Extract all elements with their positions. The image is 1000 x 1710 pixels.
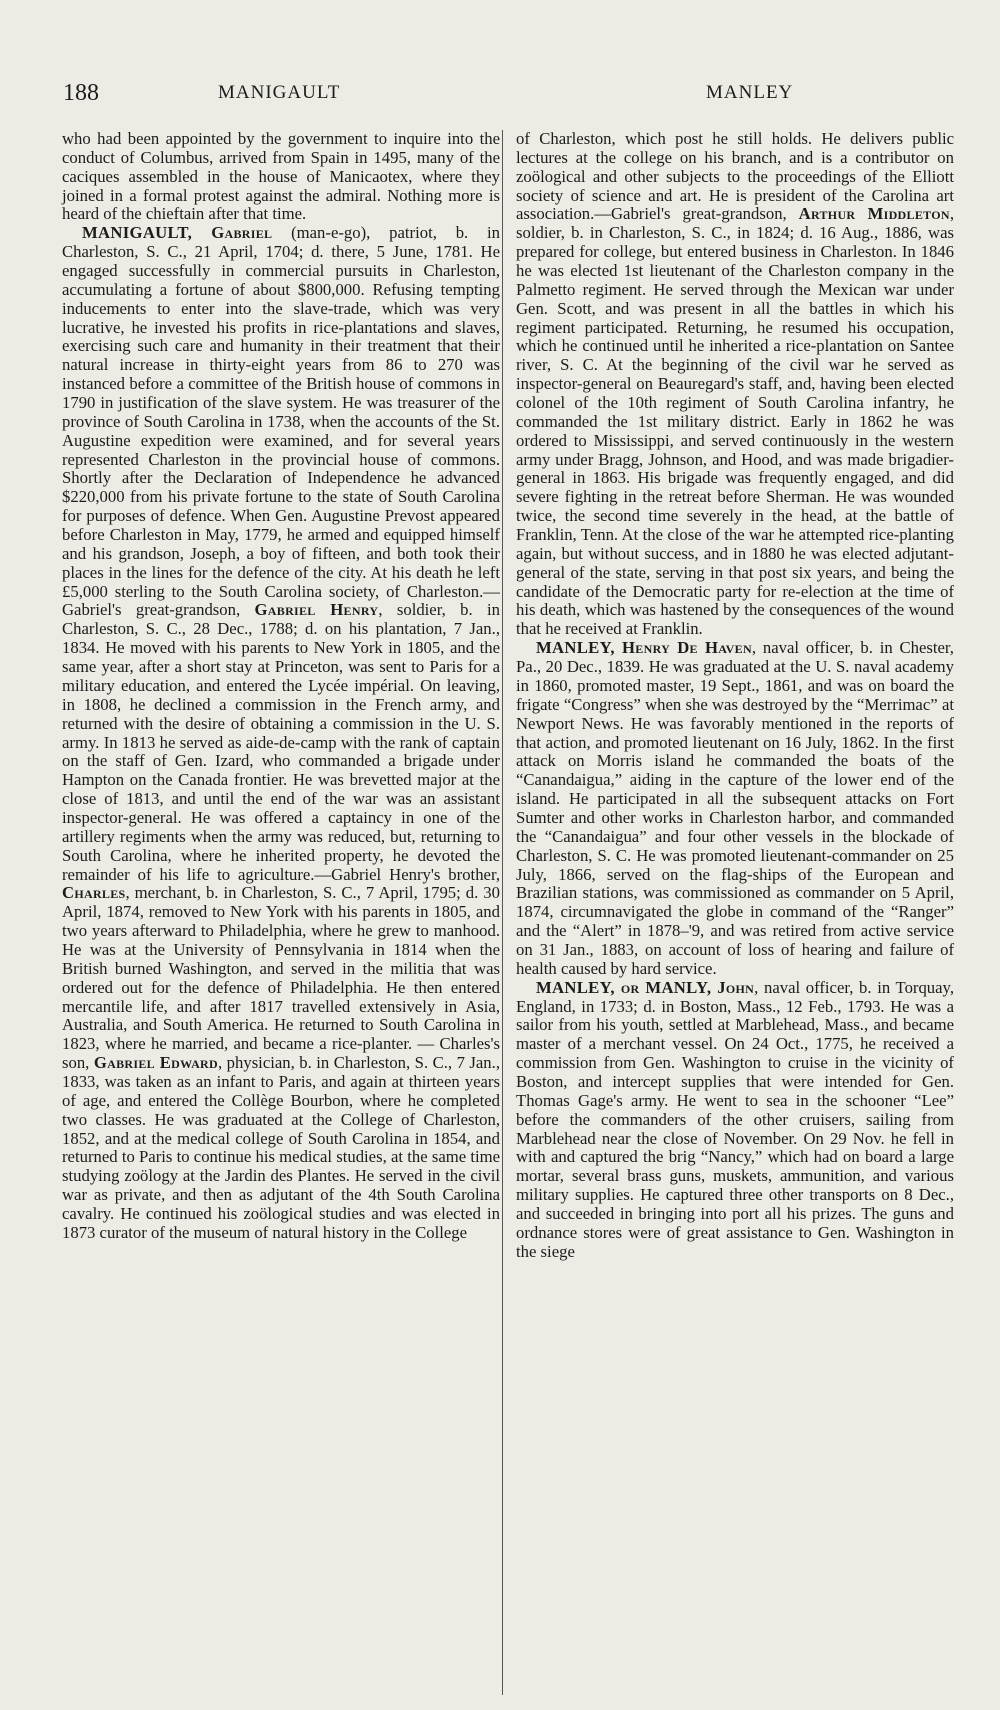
right-column [516, 130, 954, 1262]
entry-text: (man-e-go), patriot, b. in Charleston, S. C., 21 April, 1704; d. there, 5 June, 1781. He engaged successfully in commercial pursuits in Charleston, accumulating a fortune of about $800,000. Refusing tempting inducements to enter into the slave-trade, which was very lucrative, he invested his profits in rice-plantations and slaves, exercising such care and humanity in their treatment that their natural increase in thirty-eight years from 86 to 270 was instanced before a committee of the British house of commons in 1790 in justification of the slave system. He was treasurer of the province of South Carolina in 1738, when the accounts of the St. Augustine expedition were examined, and for several years represented Charleston in the provincial house of commons. Shortly after the Declaration of Independence he advanced $220,000 from his private fortune to the state of South Carolina for purposes of defence. When Gen. Augustine Prevost appeared before Charleston in May, 1779, he armed and equipped himself and his grandson, Joseph, a boy of fifteen, and both took their places in the lines for the defence of the city. At his death he left £5,000 sterling to the South Carolina society, of Charleston.— Gabriel's great-grandson, [62, 223, 500, 620]
entry-manley-john [516, 979, 954, 1262]
column-divider [502, 130, 503, 1695]
sub-entry-text: , soldier, b. in Charleston, S. C., in 1824; d. 16 Aug., 1886, was prepared for college, but entered business in Charleston. In 1846 he was elected 1st lieutenant of the Charleston company in the Palmetto regiment. He served through the Mexican war under Gen. Scott, and was present in all the battles in which his regiment participated. Returning, he resumed his occupation, which he continued until he inherited a rice-plantation on Santee river, S. C. At the beginning of the civil war he served as inspector-general on Beauregard's staff, and, having been elected colonel of the 10th regiment of South Carolina infantry, he commanded the 1st military district. Early in 1862 he was ordered to Mississippi, and served continuously in the western army under Bragg, Johnson, and Hood, and was made brigadier-general in 1863. His brigade was frequently engaged, and did severe fighting in the retreat before Sherman. He was wounded twice, the second time severely in the head, at the battle of Franklin, Tenn. At the close of the war he attempted rice-planting again, but without success, and in 1880 he was elected adjutant-general of the state, serving in that post six years, and being the candidate of the Democratic party for re-election at the time of his death, which was hastened by the consequences of the wound that he received at Franklin. [516, 204, 954, 639]
continued-paragraph: who had been appointed by the government to inquire into the conduct of Columbus, arrived from Spain in 1495, many of the caciques assembled in the house of Manicaotex, where they joined in a formal protest against the admiral. Nothing more is heard of the chieftain after that time. [62, 129, 500, 224]
sub-entry-text: , soldier, b. in Charleston, S. C., 28 Dec., 1788; d. on his plantation, 7 Jan., 1834. He moved with his parents to New York in 1805, and the same year, after a short stay at Princeton, was sent to Paris for a military education, and entered the Lycée impérial. On leaving, in 1808, he declined a commission in the French army, and returned with the desire of obtaining a commission in the U. S. army. In 1813 he served as aide-de-camp with the rank of captain on the staff of Gen. Izard, who commanded a brigade under Hampton on the Canada frontier. He was brevetted major at the close of 1813, and until the end of the war was an assistant inspector-general. He was offered a captaincy in one of the artillery regiments when the army was reduced, but, returning to South Carolina, where he inherited property, he devoted the remainder of his life to agriculture.—Gabriel Henry's brother, [62, 600, 500, 884]
sub-entry-headword: Gabriel Edward [93, 1053, 218, 1073]
left-column [62, 130, 500, 1243]
entry-text: of Charleston, which post he still holds. He delivers public lectures at the college on his branch, and is a contributor on zoölogical and other subjects to the proceedings of the Elliott society of science and art. He is president of the Carolina art association.—Gabriel's great-grandson, [516, 129, 954, 224]
sub-entry-text: , physician, b. in Charleston, S. C., 7 Jan., 1833, was taken as an infant to Paris, and again at thirteen years of age, and entered the Collège Bourbon, where he completed two classes. He was graduated at the College of Charleston, 1852, and at the medical college of South Carolina in 1854, and returned to Paris to continue his medical studies, at the same time studying zoölogy at the Jardin des Plantes. He served in the civil war as private, and then as adjutant of the 4th South Carolina cavalry. He continued his zoölogical studies and was elected in 1873 curator of the museum of natural history in the College [62, 1053, 500, 1242]
entry-manley-henry [516, 639, 954, 978]
sub-entry-headword: Gabriel Henry [254, 600, 379, 620]
page-header [0, 80, 1000, 110]
entry-headword: MANLEY, Henry De Haven [536, 638, 752, 658]
entry-manigault-gabriel [62, 224, 500, 1242]
entry-headword: MANLEY, or MANLY, John [536, 977, 755, 997]
sub-entry-headword: Charles [62, 883, 126, 903]
entry-text: , naval officer, b. in Chester, Pa., 20 Dec., 1839. He was graduated at the U. S. naval academy in 1860, promoted master, 19 Sept., 1861, and was on board the frigate “Congress” when she was destroyed by the “Merrimac” at Newport News. He was favorably mentioned in the reports of that action, and promoted lieutenant on 16 July, 1862. In the first attack on Morris island he commanded the boats of the “Canandaigua,” aiding in the capture of the lower end of the island. He participated in all the subsequent attacks on Fort Sumter and other works in Charleston harbor, and commanded the “Canandaigua” and four other vessels in the blockade of Charleston, S. C. He was promoted lieutenant-commander on 25 July, 1866, served on the flag-ships of the European and Brazilian stations, was commissioned as commander on 5 April, 1874, circumnavigated the globe in command of the “Ranger” and the “Alert” in 1878–'9, and was retired from active service on 31 Jan., 1883, on account of loss of hearing and failure of health caused by hard service. [516, 638, 954, 978]
continued-paragraph [516, 130, 954, 639]
left-running-head: MANIGAULT [218, 82, 341, 103]
entry-text: , naval officer, b. in Torquay, England, in 1733; d. in Boston, Mass., 12 Feb., 1793. He was a sailor from his youth, settled at Marblehead, Mass., and became master of a merchant vessel. On 24 Oct., 1775, he received a commission from Gen. Washington to cruise in the vicinity of Boston, and intercept supplies that were intended for Gen. Thomas Gage's army. He went to sea in the schooner “Lee” before the commanders of the other cruisers, sailing from Marblehead near the close of November. On 29 Nov. he fell in with and captured the brig “Nancy,” which had on board a large mortar, several brass guns, muskets, ammunition, and various military supplies. He captured three other transports on 8 Dec., and succeeded in bringing into port all his prizes. The guns and ordnance stores were of great assistance to Gen. Washington in the siege [516, 977, 954, 1261]
page-number: 188 [63, 80, 99, 106]
entry-headword: MANIGAULT, Gabriel [82, 223, 273, 243]
sub-entry-text: , merchant, b. in Charleston, S. C., 7 April, 1795; d. 30 April, 1874, removed to New York with his parents in 1805, and two years afterward to Philadelphia, where he grew to manhood. He was at the University of Pennsylvania in 1814 when the British burned Washington, and served in the militia that was ordered out for the defence of Philadelphia. He then entered mercantile life, and after 1817 travelled extensively in Asia, Australia, and South America. He returned to South Carolina in 1823, where he married, and became a rice-planter. — Charles's son, [62, 883, 500, 1073]
sub-entry-headword: Arthur Middleton [798, 204, 950, 224]
right-running-head: MANLEY [706, 82, 794, 103]
